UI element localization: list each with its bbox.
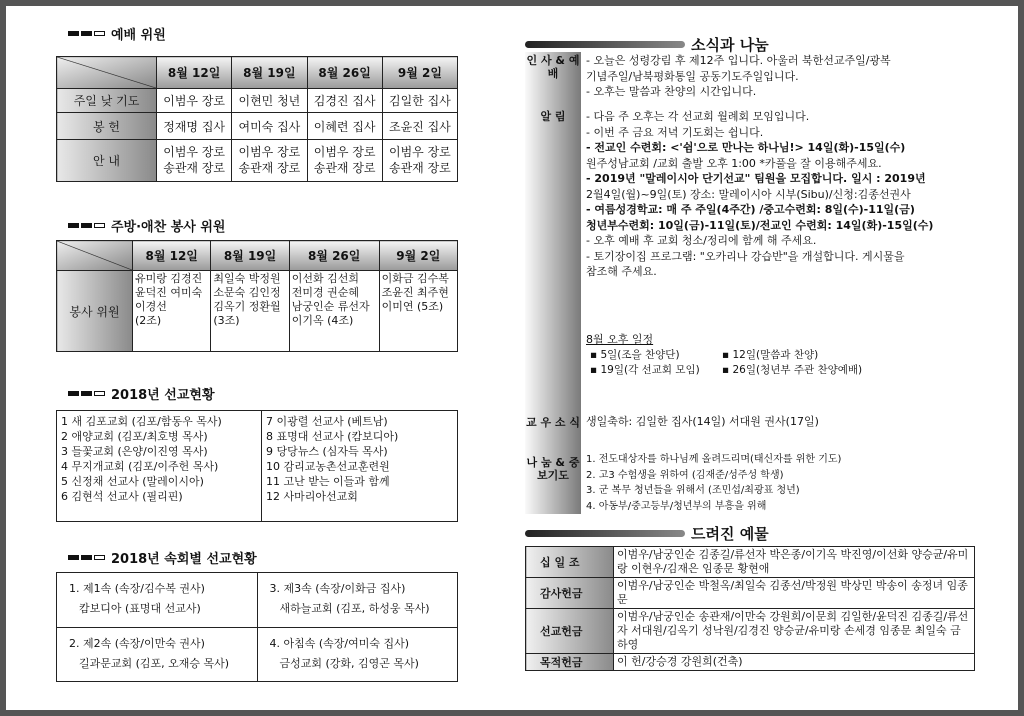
greeting-list: - 오늘은 성령강림 후 제12주 입니다. 아울러 북한선교주일/광복 기념주일/남북평화통일 공동기도주일입니다. - 오후는 말씀과 찬양의 시간입니다. bbox=[586, 54, 891, 98]
title-bars-icon bbox=[68, 391, 105, 396]
table-corner bbox=[57, 241, 133, 271]
news-section-title: 소식과 나눔 bbox=[525, 34, 769, 55]
label-notice: 알 림 bbox=[540, 110, 566, 123]
mission-list-left: 1 새 김포교회 (김포/함동우 목사) 2 애양교회 (김포/최호병 목사) 3 들꽃교회 (은양/이진영 목사) 4 무지개교회 (김포/이주헌 목사) 5 신정채 선교사 (말레이시아) 6 김현석 선교사 (필리핀) bbox=[57, 411, 262, 521]
title-bars-icon bbox=[68, 223, 105, 228]
celebrate-text: 생일축하: 김일한 집사(14일) 서대원 권사(17일) bbox=[586, 415, 819, 428]
title-pill-icon bbox=[525, 530, 685, 537]
date-header: 9월 2일 bbox=[379, 241, 457, 271]
offering-label: 목적헌금 bbox=[526, 654, 614, 671]
worship-section-title: 예배 위원 bbox=[68, 24, 166, 43]
bulletin-page bbox=[6, 6, 1018, 710]
title-bars-icon bbox=[68, 555, 105, 560]
title-bars-icon bbox=[68, 31, 105, 36]
mission-box bbox=[56, 410, 458, 522]
table-corner bbox=[57, 57, 157, 89]
date-header: 8월 19일 bbox=[232, 57, 307, 89]
schedule-block: 8월 오후 일정 ▪ 5일(조을 찬양단) ▪ 12일(말씀과 찬양) ▪ 19일(각 선교회 모임) ▪ 26일(청년부 주관 찬양예배) bbox=[586, 333, 863, 376]
row-label: 안 내 bbox=[57, 139, 157, 181]
district-table: 1. 제1속 (속장/김수복 권사) 캄보디아 (표명대 선교사) 3. 제3속 (속장/이화금 집사) 새하늘교회 (김포, 하성웅 목사) 2. 제2속 (속장/이만숙 권사) 길과문교회 (김포, 오재승 목사) 4. 아침속 (속장/여미숙 집사) 금성교회 (강화, 김영곤 목사) bbox=[56, 572, 458, 682]
prayer-list: 1. 전도대상자를 하나님께 올려드리며(태신자를 위한 기도) 2. 고3 수험생을 위하여 (김재준/성주성 학생) 3. 군 복무 청년들을 위해서 (조민섭/최광표 청년) 4. 아동부/중고등부/청년부의 부흥을 위해 bbox=[586, 454, 842, 512]
offering-table: 십 일 조 이범우/남궁인순 김종길/류선자 박은종/이기옥 박진영/이선화 양승균/유미랑 이현우/김재은 임종문 황현애 감사헌금 이범우/남궁인순 박철옥/최일숙 김종선/박정원 박상민 박송이 송정녀 임종문 선교헌금 이범우/남궁인순 송관재/이만숙 강원희/이문희 김일한/윤덕진 김종길/류선자 서대원/김옥기 성낙원/김경진 양승균/유미랑 손세경 임종문 최일숙 금하영 목적헌금 이 헌/강승경 강원희(건축) bbox=[525, 546, 975, 671]
offering-section-title: 드려진 예물 bbox=[525, 523, 769, 544]
title-pill-icon bbox=[525, 41, 685, 48]
district-section-title: 2018년 속회별 선교현황 bbox=[68, 548, 257, 567]
kitchen-section-title: 주방·애찬 봉사 위원 bbox=[68, 216, 225, 235]
date-header: 8월 12일 bbox=[157, 57, 232, 89]
kitchen-cell: 이선화 김선희 전미경 권순혜 남궁인순 류선자 이기옥 (4조) bbox=[289, 271, 379, 352]
date-header: 8월 26일 bbox=[289, 241, 379, 271]
label-prayer: 나 눔 & 중보기도 bbox=[526, 456, 580, 482]
row-label: 주일 낮 기도 bbox=[57, 89, 157, 113]
offering-label: 감사헌금 bbox=[526, 578, 614, 609]
kitchen-table bbox=[56, 240, 458, 352]
date-header: 9월 2일 bbox=[382, 57, 457, 89]
row-label: 봉 헌 bbox=[57, 113, 157, 139]
mission-list-right: 7 이광렬 선교사 (베트남) 8 표명대 선교사 (캄보디아) 9 당당뉴스 (심자득 목사) 10 감리교농촌선교훈련원 11 고난 받는 이들과 함께 12 사마리아선교회 bbox=[266, 415, 399, 503]
worship-table: 8월 12일 8월 19일 8월 26일 9월 2일 주일 낮 기도 이범우 장로 이현민 청년 김경진 집사 김일한 집사 봉 헌 정재명 집사 여미숙 집사 이혜련 집사 조윤진 집사 안 내 이범우 장로 송관재 장로 이범우 장로 송관재 장로 이범우 장로 송관재 장로 이범우 장로 송관재 장로 bbox=[56, 56, 458, 182]
date-header: 8월 19일 bbox=[211, 241, 289, 271]
row-label: 봉사 위원 bbox=[57, 271, 133, 352]
kitchen-cell: 이화금 김수복 조윤진 최주현 이미연 (5조) bbox=[379, 271, 457, 352]
label-celebrate: 교 우 소 식 bbox=[526, 416, 580, 429]
mission-section-title: 2018년 선교현황 bbox=[68, 384, 215, 403]
date-header: 8월 12일 bbox=[133, 241, 211, 271]
offering-label: 선교헌금 bbox=[526, 609, 614, 654]
offering-label: 십 일 조 bbox=[526, 547, 614, 578]
date-header: 8월 26일 bbox=[307, 57, 382, 89]
label-greeting: 인 사 & 예 배 bbox=[526, 54, 580, 80]
notice-list: - 다음 주 오후는 각 선교회 월례회 모임입니다. - 이번 주 금요 저녁 기도회는 쉽니다. - 전교인 수련회: <'쉼'으로 만나는 하나님!> 14일(화)-15일(수) 원주성남교회 /교회 출발 오후 1:00 *카풀을 잘 이용해주세요. - 2019년 "말레이시아 단기선교" 팀원을 모집합니다. 일시 : 2019년 2월4일(월)~9일(토) 장소: 말레이시아 시부(Sibu)/신청:김종선권사 - 여름성경학교: 매 주 주일(4주간) /중고수련회: 8일(수)-11일(금) 청년부수련회: 10일(금)-11일(토)/전교인 수련회: 14일(화)-15일(수) - 오후 예배 후 교회 청소/정리에 함께 해 주세요. - 토기장이집 프로그램: "오카리나 강습반"을 개설합니다. 게시물을 참조해 주세요. bbox=[586, 110, 934, 278]
kitchen-cell: 최일숙 박정원 소문숙 김인정 김옥기 정환월 (3조) bbox=[211, 271, 289, 352]
kitchen-cell: 유미랑 김경진 윤덕진 여미숙 이경선 (2조) bbox=[133, 271, 211, 352]
